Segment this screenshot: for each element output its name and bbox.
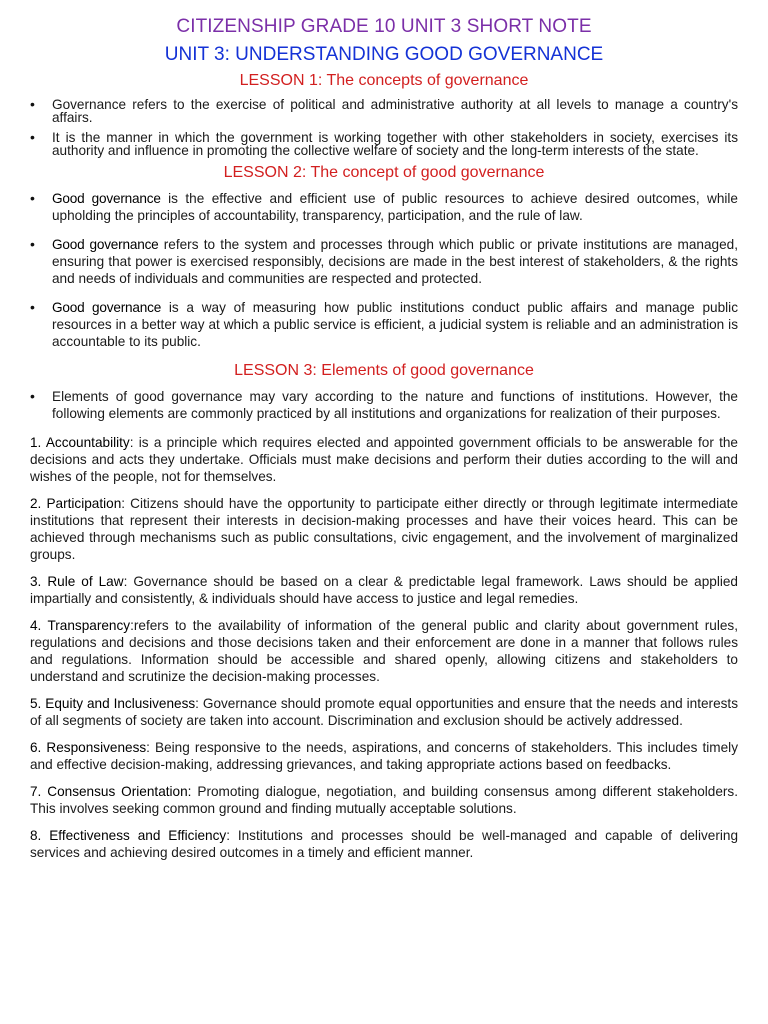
element-label: 1. Accountability	[30, 435, 130, 450]
element-text: : Institutions and processes should be well-managed and capable of delivering services and achieving desired outcomes in a timely and efficient manner.	[30, 828, 738, 860]
term-label: Good governance	[52, 237, 159, 252]
element-label: 5. Equity and Inclusiveness	[30, 696, 196, 711]
term-label: Good governance	[52, 300, 162, 315]
element-text: : Being responsive to the needs, aspirations, and concerns of stakeholders. This includes timely and effective decision-making, addressing grievances, and taking appropriate actions based on feedbacks.	[30, 740, 739, 772]
element-item	[30, 783, 738, 817]
term-label: Good governance	[52, 191, 161, 206]
element-item	[30, 434, 738, 485]
element-text: : is a principle which requires elected and appointed government officials to be answerable for the decisions and acts they undertake. Officials must make decisions and perform their duties according to the will and wishes of the people, not for themselves.	[30, 435, 738, 484]
element-item	[30, 495, 738, 563]
element-text: Promoting dialogue, negotiation, and building consensus among different stakeholders. This involves seeking common ground and finding mutually acceptable solutions.	[30, 784, 738, 816]
element-label: 6. Responsiveness	[30, 740, 147, 755]
element-text: : Governance should be based on a clear & predictable legal framework. Laws should be applied impartially and consistently, & individuals should have access to justice and legal remedies.	[30, 574, 738, 606]
list-item: • It is the manner in which the government is working together with other stakeholders in society, exercises its authority and influence in promoting the collective welfare of society and the long-term interests of the state.	[30, 131, 738, 157]
lesson1-list	[30, 98, 738, 157]
lesson3-heading: LESSON 3: Elements of good governance	[234, 362, 534, 379]
list-item: • Elements of good governance may vary according to the nature and functions of institutions. However, the following elements are commonly practiced by all institutions and organizations for realization of their purposes.	[30, 388, 738, 422]
element-item	[30, 827, 738, 861]
lesson1-heading: LESSON 1: The concepts of governance	[239, 72, 529, 89]
element-label: 2. Participation	[30, 496, 122, 511]
list-item	[30, 190, 738, 224]
unit-title: UNIT 3: UNDERSTANDING GOOD GOVERNANCE	[164, 44, 604, 65]
lesson3-intro-list	[30, 388, 738, 422]
lesson2-list	[30, 190, 738, 350]
element-label: 4. Transparency	[30, 618, 131, 633]
lesson2-heading: LESSON 2: The concept of good governance	[223, 164, 545, 181]
element-text: : Citizens should have the opportunity to participate either directly or through legitimate intermediate institutions that represent their interests in decision-making processes and have their voices heard. This can be achieved through mechanisms such as public consultations, civic engagement, and the involvement of marginalized groups.	[30, 496, 739, 562]
document-title: CITIZENSHIP GRADE 10 UNIT 3 SHORT NOTE	[176, 16, 592, 37]
element-item	[30, 617, 738, 685]
list-item: • Governance refers to the exercise of political and administrative authority at all levels to manage a country's affairs.	[30, 98, 738, 124]
element-label: 3. Rule of Law	[30, 574, 124, 589]
element-item	[30, 739, 738, 773]
list-item	[30, 236, 738, 287]
element-item	[30, 695, 738, 729]
term-text: is a way of measuring how public institutions conduct public affairs and manage public resources in a better way at which a public service is efficient, a judicial system is reliable and an administration is accountable to its public.	[52, 300, 738, 349]
term-text: refers to the system and processes through which public or private institutions are managed, ensuring that power is exercised responsibly, decisions are made in the best interest of stakeholders, & the rights and needs of individuals and communities are respected and protected.	[52, 237, 738, 286]
element-label: 8. Effectiveness and Efficiency	[30, 828, 227, 843]
element-text: : Governance should promote equal opportunities and ensure that the needs and interests of all segments of society are taken into account. Discrimination and exclusion should be actively addressed.	[30, 696, 738, 728]
element-item	[30, 573, 738, 607]
element-label: 7. Consensus Orientation:	[30, 784, 192, 799]
element-text: :refers to the availability of information of the general public and clarity about government rules, regulations and decisions and those decisions taken and their enforcement are done in a manner that follows rules and regulations. Information should be accessible and shared openly, allowing citizens and stakeholders to understand and scrutinize the decision-making processes.	[30, 618, 738, 684]
term-text: is the effective and efficient use of public resources to achieve desired outcomes, while upholding the principles of accountability, transparency, participation, and the rule of law.	[52, 191, 738, 223]
list-item	[30, 299, 738, 350]
elements-list	[30, 434, 738, 861]
